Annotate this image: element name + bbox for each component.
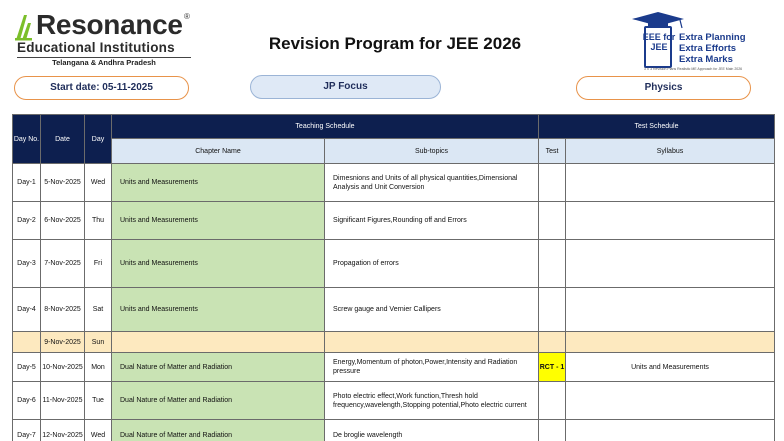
cell-day-no: Day-6 <box>13 382 41 420</box>
table-row <box>13 420 775 441</box>
cell-day: Sat <box>85 288 112 332</box>
holiday-row <box>13 332 775 353</box>
resonance-logo-icon <box>14 13 36 41</box>
header-test: Test <box>539 139 566 164</box>
table-row <box>13 164 775 202</box>
cell-test <box>539 420 566 441</box>
cell-syllabus <box>566 332 775 353</box>
cell-date: 10-Nov-2025 <box>41 353 85 382</box>
cell-chapter: Units and Measurements <box>112 288 325 332</box>
brand-name: Resonance <box>36 9 183 40</box>
cell-test <box>539 202 566 240</box>
header-syllabus: Syllabus <box>566 139 775 164</box>
cell-chapter: Dual Nature of Matter and Radiation <box>112 420 325 441</box>
brand-subtitle: Educational Institutions <box>17 40 175 55</box>
cell-day: Wed <box>85 164 112 202</box>
cell-date: 8-Nov-2025 <box>41 288 85 332</box>
table-row <box>13 353 775 382</box>
cell-syllabus: Units and Measurements <box>566 353 775 382</box>
eee-taglines <box>679 32 746 65</box>
cell-syllabus <box>566 382 775 420</box>
header-test-schedule: Test Schedule <box>539 115 775 139</box>
header-chapter-name: Chapter Name <box>112 139 325 164</box>
eee-logo-text: EEE for JEE <box>642 32 676 52</box>
cell-day: Wed <box>85 420 112 441</box>
cell-syllabus <box>566 164 775 202</box>
cell-subtopics: De broglie wavelength <box>325 420 539 441</box>
cell-day: Sun <box>85 332 112 353</box>
subject-pill: Physics <box>576 76 751 100</box>
cell-test <box>539 240 566 288</box>
cell-day-no: Day-7 <box>13 420 41 441</box>
header-day-no: Day No. <box>13 115 41 164</box>
cell-test <box>539 288 566 332</box>
cell-date: 7-Nov-2025 <box>41 240 85 288</box>
cell-day-no: Day-3 <box>13 240 41 288</box>
eee-tagline-1: Extra Planning <box>679 32 746 43</box>
cell-date: 5-Nov-2025 <box>41 164 85 202</box>
cell-syllabus <box>566 240 775 288</box>
cell-day: Thu <box>85 202 112 240</box>
cell-chapter <box>112 332 325 353</box>
cell-test: RCT - 1 <box>539 353 566 382</box>
registered-mark: ® <box>184 12 190 21</box>
cell-subtopics <box>325 332 539 353</box>
cell-subtopics: Photo electric effect,Work function,Thresh hold frequency,wavelength,Stopping potential,Photo electric current <box>325 382 539 420</box>
eee-small-print: 3 X 3 Revision Plans Realistic ME Approach for JEE Main 2026 <box>643 67 743 71</box>
cell-day-no <box>13 332 41 353</box>
cell-day-no: Day-2 <box>13 202 41 240</box>
cell-day-no: Day-4 <box>13 288 41 332</box>
schedule-table <box>12 114 775 441</box>
cell-chapter: Units and Measurements <box>112 240 325 288</box>
cell-day-no: Day-5 <box>13 353 41 382</box>
cell-date: 9-Nov-2025 <box>41 332 85 353</box>
header-day: Day <box>85 115 112 164</box>
cell-subtopics: Energy,Momentum of photon,Power,Intensity and Radiation pressure <box>325 353 539 382</box>
cell-subtopics: Screw gauge and Vernier Callipers <box>325 288 539 332</box>
header-date: Date <box>41 115 85 164</box>
cell-test <box>539 164 566 202</box>
cell-chapter: Units and Measurements <box>112 164 325 202</box>
cell-subtopics: Dimesnions and Units of all physical quantities,Dimensional Analysis and Unit Conversion <box>325 164 539 202</box>
cell-test <box>539 332 566 353</box>
brand-region: Telangana & Andhra Pradesh <box>52 58 156 67</box>
table-row <box>13 288 775 332</box>
cell-date: 12-Nov-2025 <box>41 420 85 441</box>
cell-syllabus <box>566 288 775 332</box>
cell-chapter: Units and Measurements <box>112 202 325 240</box>
cell-test <box>539 382 566 420</box>
cell-date: 11-Nov-2025 <box>41 382 85 420</box>
eee-tagline-2: Extra Efforts <box>679 43 737 54</box>
focus-pill: JP Focus <box>250 75 441 99</box>
header-teaching-schedule: Teaching Schedule <box>112 115 539 139</box>
table-row <box>13 240 775 288</box>
cell-date: 6-Nov-2025 <box>41 202 85 240</box>
cell-chapter: Dual Nature of Matter and Radiation <box>112 353 325 382</box>
cell-day: Fri <box>85 240 112 288</box>
cell-subtopics: Propagation of errors <box>325 240 539 288</box>
eee-tagline-3: Extra Marks <box>679 54 733 65</box>
page-title: Revision Program for JEE 2026 <box>268 34 522 53</box>
cell-syllabus <box>566 202 775 240</box>
start-date-pill: Start date: 05-11-2025 <box>14 76 189 100</box>
resonance-logo <box>14 10 194 68</box>
cell-syllabus <box>566 420 775 441</box>
table-row <box>13 202 775 240</box>
header-sub-topics: Sub-topics <box>325 139 539 164</box>
cell-day: Mon <box>85 353 112 382</box>
table-row <box>13 382 775 420</box>
cell-subtopics: Significant Figures,Rounding off and Errors <box>325 202 539 240</box>
cell-day-no: Day-1 <box>13 164 41 202</box>
cell-chapter: Dual Nature of Matter and Radiation <box>112 382 325 420</box>
cell-day: Tue <box>85 382 112 420</box>
eee-for-jee-logo <box>622 12 764 72</box>
